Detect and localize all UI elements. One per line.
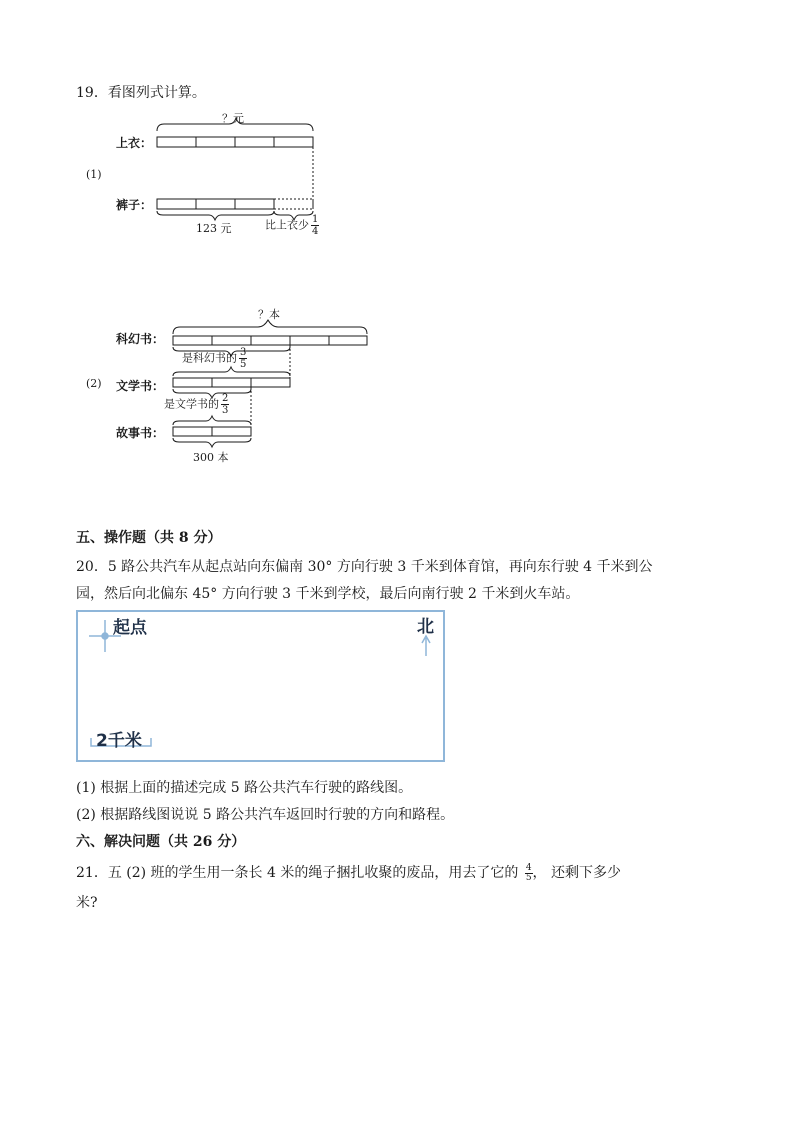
part2-total-label: ？本 [258, 308, 280, 321]
question-21-tail: ， 还剩下多少 [532, 865, 621, 881]
question-21-line-1 [76, 862, 621, 883]
fraction-four-fifths [525, 864, 533, 883]
story-amount-label: 300 本 [193, 451, 229, 464]
question-20-line-1: 20．5 路公共汽车从起点站向东偏南 30° 方向行驶 3 千米到体育馆，再向东行驶 4 千米到公 [76, 559, 653, 575]
literature-label: 文学书： [116, 379, 165, 393]
fraction-denominator: 5 [240, 359, 247, 370]
question-20-sub-2: (2) 根据路线图说说 5 路公共汽车返回时行驶的方向和路程。 [76, 807, 455, 823]
start-label: 起点 [113, 618, 147, 638]
section-6-heading: 六、解决问题（共 26 分） [76, 834, 246, 850]
north-label: 北 [417, 617, 434, 637]
pants-label: 裤子： [116, 198, 153, 212]
fraction-numerator: 4 [525, 862, 532, 873]
part1-marker: (1) [86, 168, 102, 181]
question-20-sub-1: (1) 根据上面的描述完成 5 路公共汽车行驶的路线图。 [76, 780, 413, 796]
scale-label: 2千米 [96, 731, 142, 751]
question-21-line-2: 米? [76, 895, 98, 911]
scifi-label: 科幻书： [116, 332, 165, 346]
question-19-title: 19．看图列式计算。 [76, 85, 206, 101]
fraction-numerator: 2 [222, 393, 229, 404]
fraction-numerator: 1 [312, 214, 319, 225]
shirt-label: 上衣： [116, 136, 153, 150]
fraction-denominator: 5 [525, 872, 532, 883]
fraction-denominator: 3 [222, 405, 229, 416]
compare-text: 比上衣少 [265, 218, 309, 232]
section-5-heading: 五、操作题（共 8 分） [76, 530, 222, 546]
pants-amount-label: 123 元 [196, 222, 232, 235]
relation-text: 是科幻书的 [182, 351, 237, 365]
part1-total-label: ？元 [222, 112, 244, 125]
fraction-denominator: 4 [312, 226, 319, 237]
start-point [102, 633, 108, 639]
question-20-line-2: 园，然后向北偏东 45° 方向行驶 3 千米到学校，最后向南行驶 2 千米到火车站。 [76, 586, 580, 602]
part2-marker: (2) [86, 377, 102, 390]
story-label: 故事书： [116, 426, 165, 440]
relation-text: 是文学书的 [164, 397, 219, 411]
fraction-numerator: 3 [240, 347, 247, 358]
question-21-text: 21．五 (2) 班的学生用一条长 4 米的绳子捆扎收聚的废品，用去了它的 [76, 865, 519, 881]
